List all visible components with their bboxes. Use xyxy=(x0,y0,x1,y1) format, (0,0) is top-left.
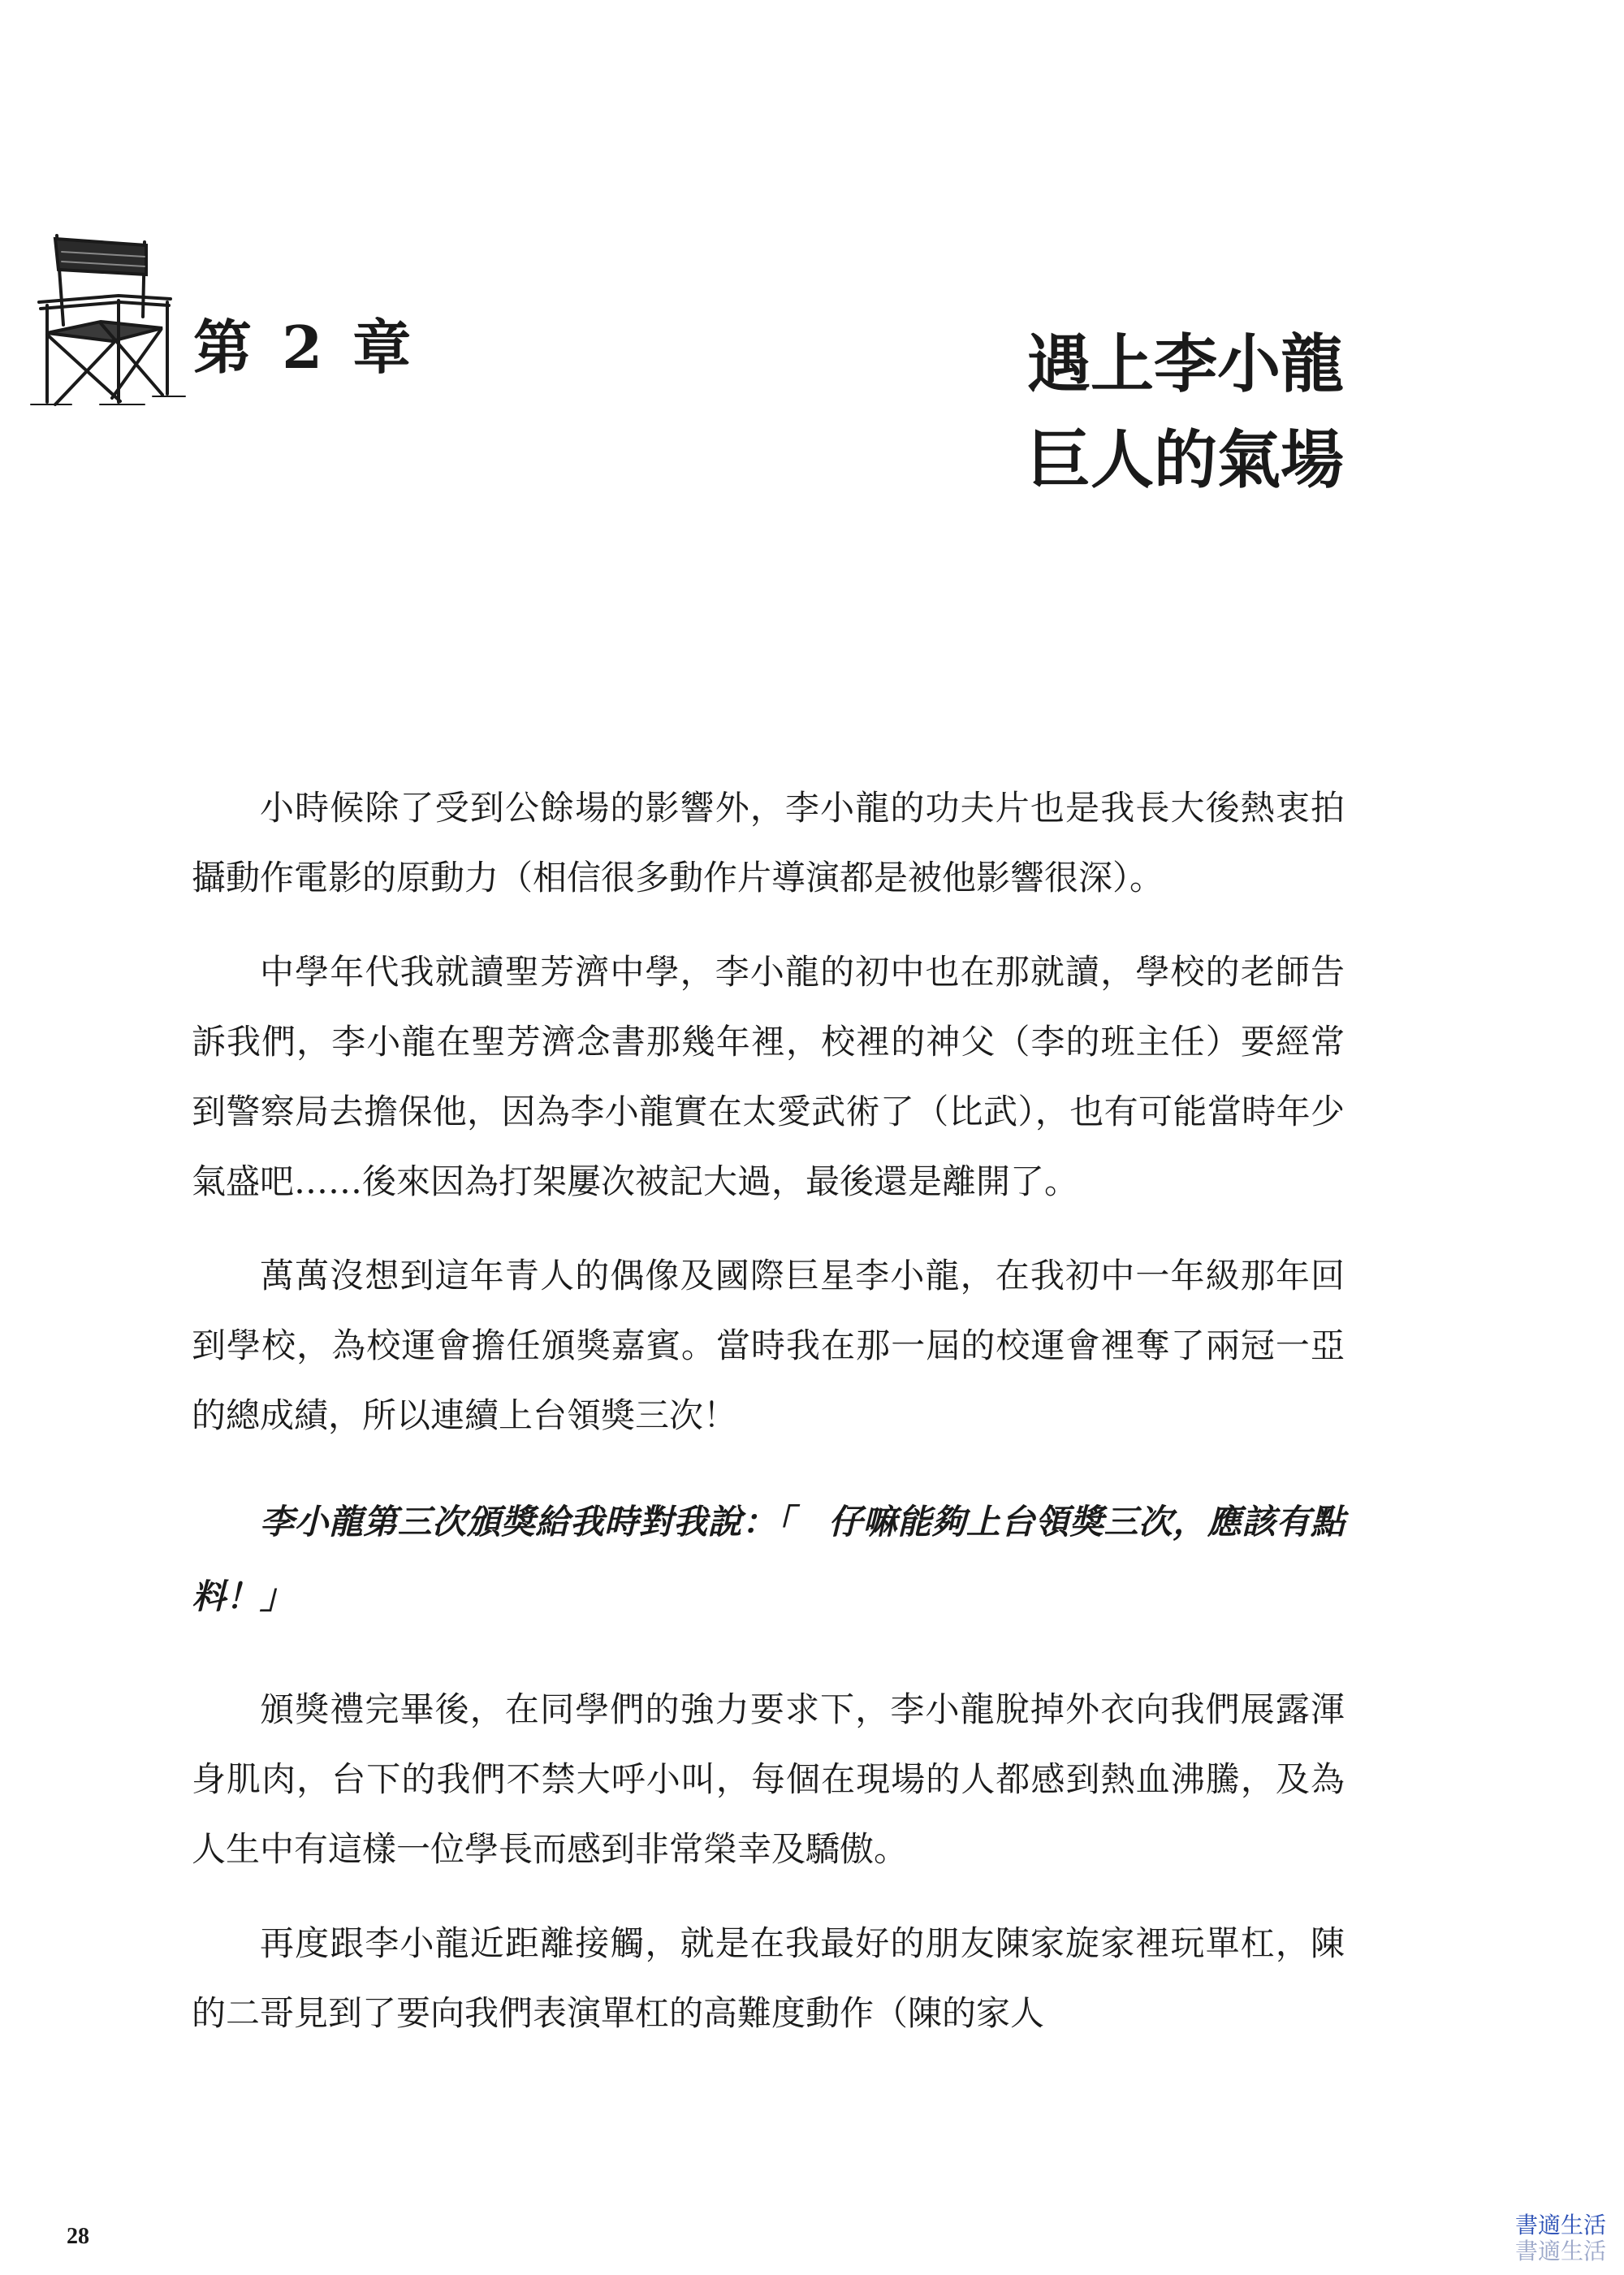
chapter-title-line-2: 巨人的氣場 xyxy=(1026,423,1344,497)
paragraph-3: 萬萬沒想到這年青人的偶像及國際巨星李小龍，在我初中一年級那年回到學校，為校運會擔任頒獎嘉賓。當時我在那一屆的校運會裡奪了兩冠一亞的總成績，所以連續上台領獎三次！ xyxy=(192,1256,1345,1435)
paragraph-1: 小時候除了受到公餘場的影響外，李小龍的功夫片也是我長大後熱衷拍攝動作電影的原動力（相信很多動作片導演都是被他影響很深）。 xyxy=(192,788,1345,897)
watermark xyxy=(1515,2212,1606,2264)
page-number: 28 xyxy=(67,2224,89,2249)
paragraph-2: 中學年代我就讀聖芳濟中學，李小龍的初中也在那就讀，學校的老師告訴我們，李小龍在聖芳濟念書那幾年裡，校裡的神父（李的班主任）要經常到警察局去擔保他，因為李小龍實在太愛武術了（比武），也有可能當時年少氣盛吧……後來因為打架屢次被記大過，最後還是離開了。 xyxy=(192,952,1345,1201)
body-text xyxy=(192,773,1345,2073)
quote-paragraph: 李小龍第三次頒獎給我時對我說：「 仔嘛能夠上台領獎三次，應該有點料！」 xyxy=(192,1503,1345,1615)
chapter-title-line-1: 遇上李小龍 xyxy=(1026,327,1344,401)
chapter-label: 第 2 章 xyxy=(193,313,417,382)
paragraph-5: 再度跟李小龍近距離接觸，就是在我最好的朋友陳家旋家裡玩單杠，陳的二哥見到了要向我們表演單杠的高難度動作（陳的家人 xyxy=(192,1923,1345,2033)
watermark-line-1: 書適生活 xyxy=(1514,2212,1606,2238)
directors-chair-icon xyxy=(23,227,193,410)
watermark-line-2: 書適生活 xyxy=(1514,2238,1606,2264)
chapter-title xyxy=(1027,317,1344,508)
paragraph-4: 頒獎禮完畢後，在同學們的強力要求下，李小龍脫掉外衣向我們展露渾身肌肉，台下的我們不禁大呼小叫，每個在現場的人都感到熱血沸騰，及為人生中有這樣一位學長而感到非常榮幸及驕傲。 xyxy=(192,1689,1345,1869)
